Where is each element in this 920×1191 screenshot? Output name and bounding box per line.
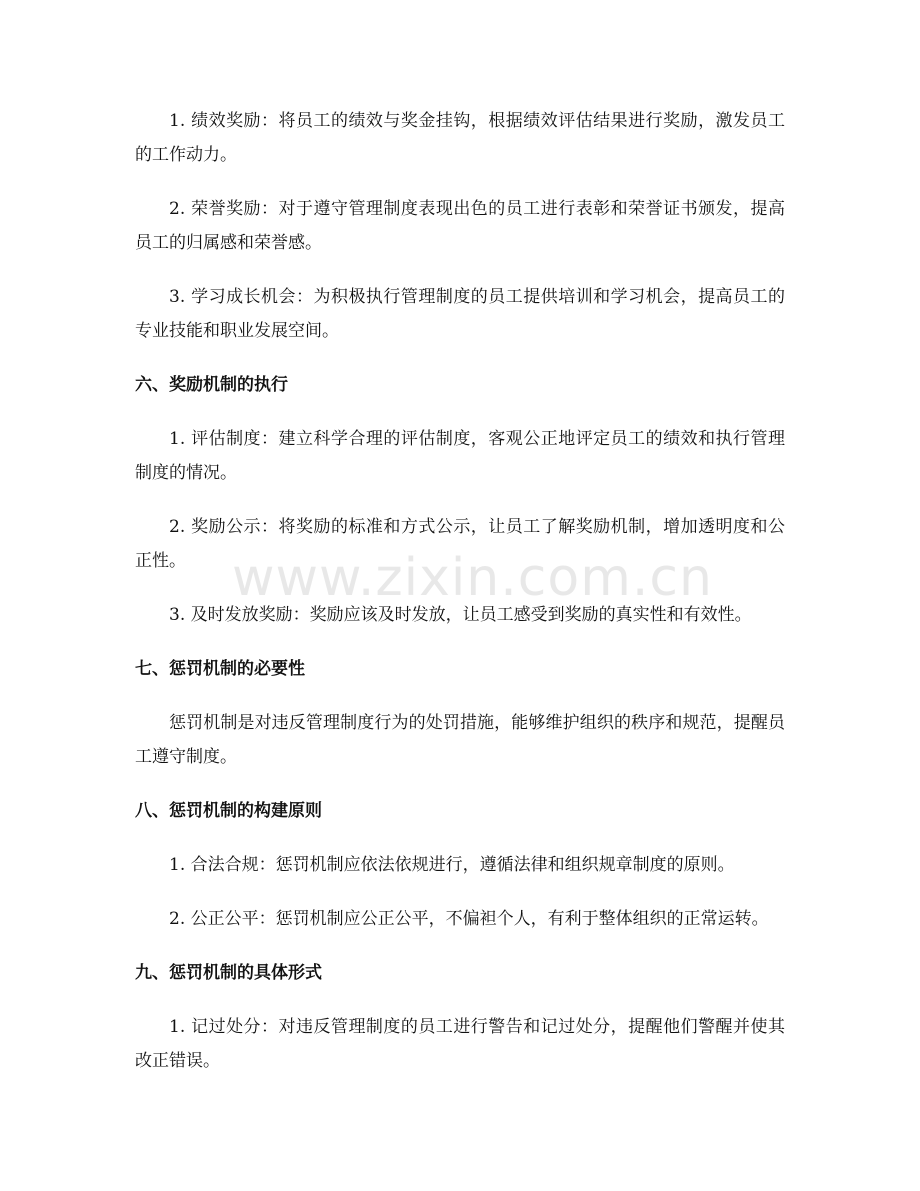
section-heading-7: 七、惩罚机制的必要性 xyxy=(135,659,305,679)
execution-item-publicity: 2. 奖励公示：将奖励的标准和方式公示，让员工了解奖励机制，增加透明度和公正性。 xyxy=(135,517,785,571)
execution-item-timely: 3. 及时发放奖励：奖励应该及时发放，让员工感受到奖励的真实性和有效性。 xyxy=(169,605,752,625)
execution-item-evaluation: 1. 评估制度：建立科学合理的评估制度，客观公正地评定员工的绩效和执行管理制度的情况。 xyxy=(135,429,785,483)
reward-item-performance: 1. 绩效奖励：将员工的绩效与奖金挂钩，根据绩效评估结果进行奖励，激发员工的工作动力。 xyxy=(135,111,785,165)
reward-item-learning: 3. 学习成长机会：为积极执行管理制度的员工提供培训和学习机会，提高员工的专业技能和职业发展空间。 xyxy=(135,287,785,341)
principle-item-legal: 1. 合法合规：惩罚机制应依法依规进行，遵循法律和组织规章制度的原则。 xyxy=(169,855,735,875)
section-heading-6: 六、奖励机制的执行 xyxy=(135,375,288,395)
section-heading-9: 九、惩罚机制的具体形式 xyxy=(135,963,322,983)
document-page xyxy=(135,104,785,1078)
watermark-text: www.zixin.com.cn xyxy=(232,548,713,608)
reward-item-honor: 2. 荣誉奖励：对于遵守管理制度表现出色的员工进行表彰和荣誉证书颁发，提高员工的归属感和荣誉感。 xyxy=(135,199,785,253)
section-heading-8: 八、惩罚机制的构建原则 xyxy=(135,801,322,821)
necessity-paragraph: 惩罚机制是对违反管理制度行为的处罚措施，能够维护组织的秩序和规范，提醒员工遵守制度。 xyxy=(135,713,785,767)
principle-item-fair: 2. 公正公平：惩罚机制应公正公平，不偏袒个人，有利于整体组织的正常运转。 xyxy=(169,909,769,929)
form-item-demerit: 1. 记过处分：对违反管理制度的员工进行警告和记过处分，提醒他们警醒并使其改正错误。 xyxy=(135,1017,785,1071)
